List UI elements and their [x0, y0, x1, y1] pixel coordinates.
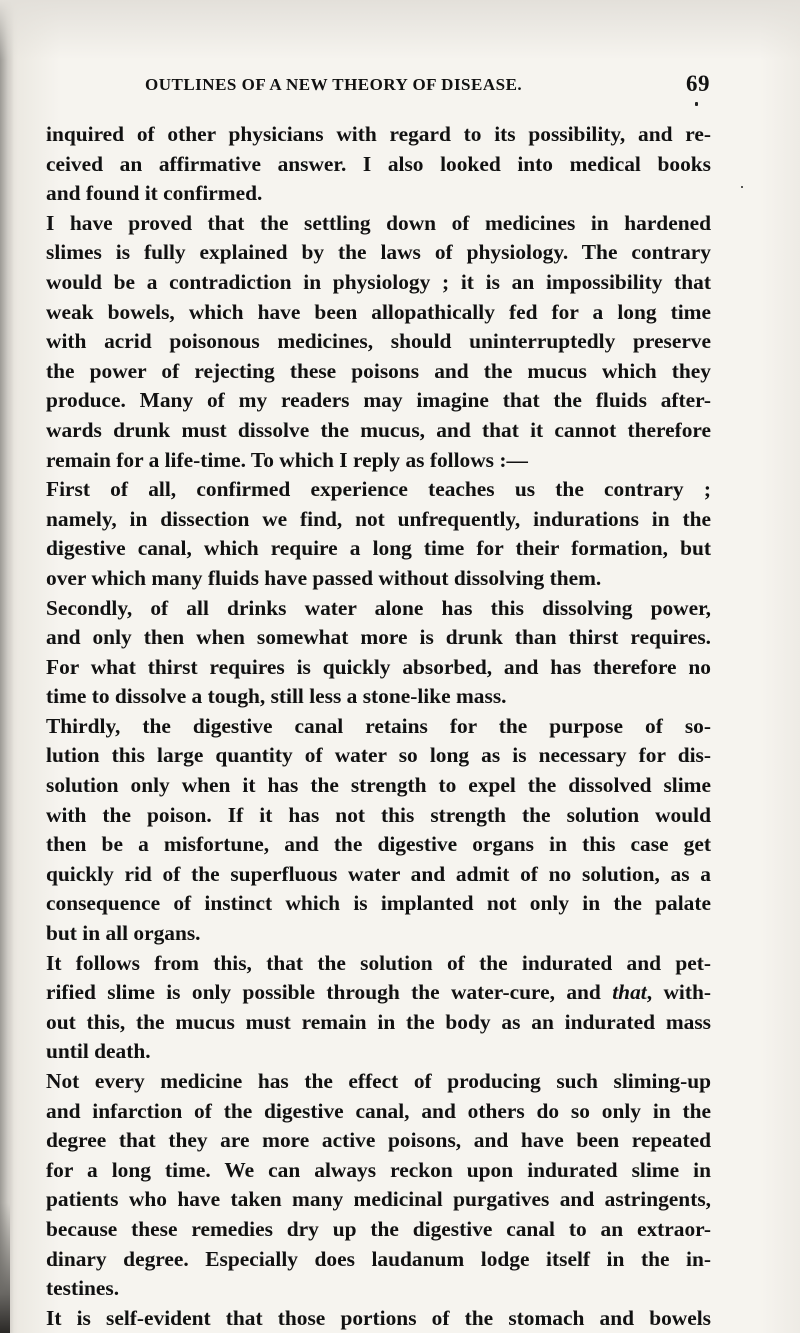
text-line: with the poison. If it has not this strength the solution would — [46, 802, 711, 827]
text-line: testines. — [46, 1276, 120, 1301]
text-line: over which many fluids have passed without dissolving them. — [46, 565, 602, 590]
text-line: would be a contradiction in physiology ; it is an impossibility that — [46, 269, 711, 294]
text-line: degree that they are more active poisons, and have been repeated — [46, 1128, 711, 1153]
text-line: Thirdly, the digestive canal retains for the purpose of so- — [46, 713, 711, 738]
text-line: for a long time. We can always reckon upon indurated slime in — [46, 1157, 711, 1182]
text-line: until death. — [46, 1039, 151, 1064]
bottom-edge-shade — [0, 1203, 10, 1333]
text-line: but in all organs. — [46, 921, 201, 946]
running-head — [145, 71, 710, 101]
binding-shadow — [0, 0, 14, 1333]
text-line: because these remedies dry up the digestive canal to an extraor- — [46, 1216, 711, 1241]
text-line: It follows from this, that the solution of the indurated and pet- — [46, 950, 711, 975]
text-line: solution only when it has the strength to expel the dissolved slime — [46, 773, 711, 798]
text-line: It is self-evident that those portions of the stomach and bowels — [46, 1305, 711, 1330]
top-edge-shade — [0, 0, 800, 60]
text-line: wards drunk must dissolve the mucus, and that it cannot therefore — [46, 417, 711, 442]
emphasis: that — [612, 980, 647, 1005]
body-text — [46, 120, 711, 1333]
text-line: produce. Many of my readers may imagine that the fluids after- — [46, 388, 711, 413]
text-line: the power of rejecting these poisons and the mucus which they — [46, 358, 711, 383]
text-line: time to dissolve a tough, still less a stone-like mass. — [46, 684, 507, 709]
text-line: quickly rid of the superfluous water and admit of no solution, as a — [46, 861, 711, 886]
text-line: and found it confirmed. — [46, 181, 263, 206]
text-line: and infarction of the digestive canal, and others do so only in the — [46, 1098, 711, 1123]
running-head-title: OUTLINES OF A NEW THEORY OF DISEASE. — [145, 75, 523, 94]
text-line: and only then when somewhat more is drunk than thirst requires. — [46, 625, 711, 650]
text-line: patients who have taken many medicinal purgatives and astringents, — [46, 1187, 711, 1212]
text-line: inquired of other physicians with regard to its possibility, and re- — [46, 122, 711, 146]
text-line: Not every medicine has the effect of producing such sliming-up — [46, 1069, 711, 1093]
text-line: dinary degree. Especially does laudanum lodge itself in the in- — [46, 1246, 711, 1271]
text-line: First of all, confirmed experience teaches us the contrary ; — [46, 477, 711, 502]
text-line: then be a misfortune, and the digestive organs in this case get — [46, 832, 711, 857]
text-line: For what thirst requires is quickly absorbed, and has therefore no — [46, 654, 711, 679]
text-line: I have proved that the settling down of medicines in hardened — [46, 210, 711, 235]
text-line: ceived an affirmative answer. I also looked into medical books — [46, 151, 711, 176]
text-line: consequence of instinct which is implanted not only in the palate — [46, 891, 711, 916]
text-line: namely, in dissection we find, not unfrequently, indurations in the — [46, 506, 711, 531]
text-line: with acrid poisonous medicines, should uninterruptedly preserve — [46, 329, 711, 354]
text-line: Secondly, of all drinks water alone has this dissolving power, — [46, 595, 711, 620]
text-line: digestive canal, which require a long time for their formation, but — [46, 536, 711, 561]
ink-speck — [741, 186, 743, 188]
text-line: out this, the mucus must remain in the body as an indurated mass — [46, 1009, 711, 1034]
ink-speck — [695, 102, 698, 106]
text-line: weak bowels, which have been allopathically fed for a long time — [46, 299, 711, 324]
text-line: rified slime is only possible through the water-cure, and that, with- — [46, 980, 711, 1005]
page-number: 69 — [686, 71, 710, 96]
text-line: lution this large quantity of water so long as is necessary for dis- — [46, 743, 711, 768]
text-line: slimes is fully explained by the laws of physiology. The contrary — [46, 240, 711, 265]
text-line: remain for a life-time. To which I reply as follows :— — [46, 447, 528, 472]
